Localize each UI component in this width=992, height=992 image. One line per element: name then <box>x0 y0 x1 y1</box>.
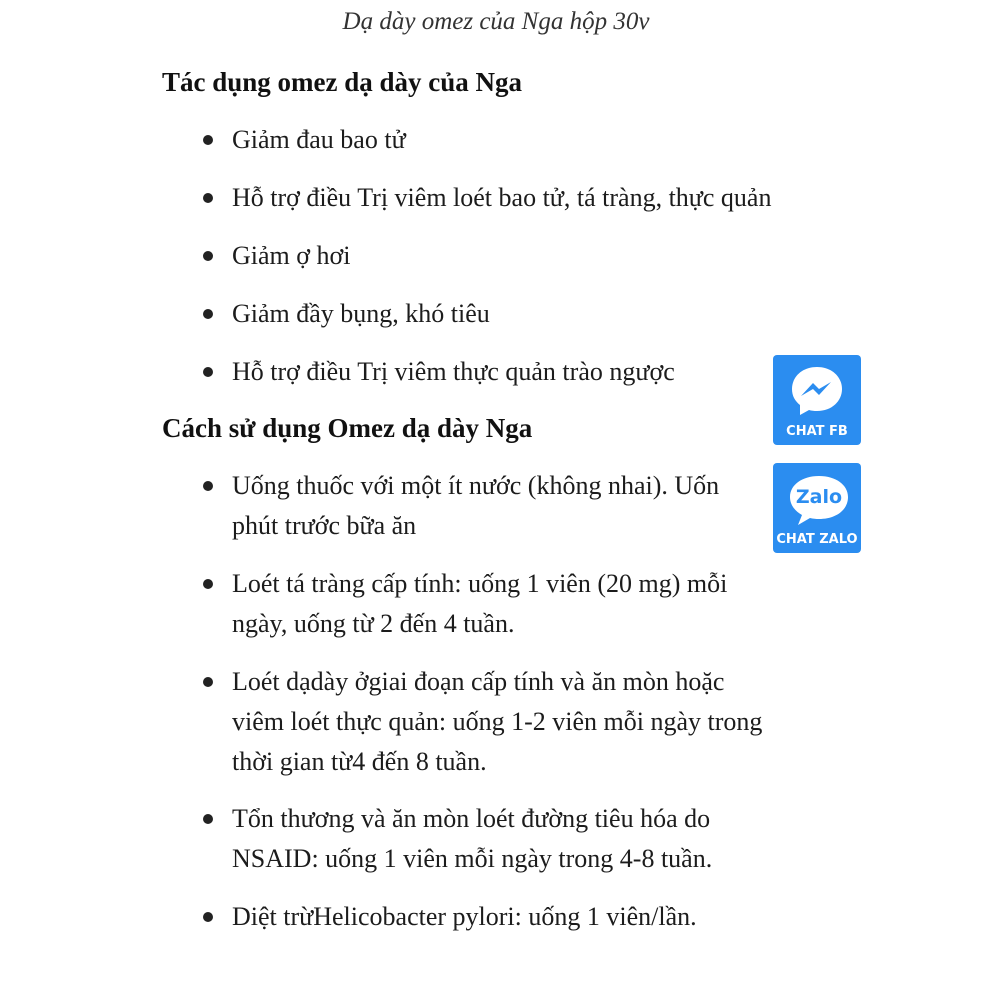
list-item <box>232 897 697 937</box>
list-item-line: ngày, uống từ 2 đến 4 tuần. <box>232 609 515 638</box>
zalo-icon <box>786 473 852 534</box>
list-item-line: Tổn thương và ăn mòn loét đường tiêu hóa do <box>232 804 711 833</box>
chat-zalo-button[interactable] <box>773 463 861 553</box>
zalo-logo-text: Zalo <box>795 486 843 508</box>
list-item <box>232 662 762 782</box>
page-caption: Dạ dày omez của Nga hộp 30v <box>342 8 650 35</box>
list-item <box>232 466 719 546</box>
list-item-line: Loét tá tràng cấp tính: uống 1 viên (20 mg) mỗi <box>232 569 728 598</box>
list-item-line: phút trước bữa ăn <box>232 511 417 540</box>
list-item <box>232 799 712 879</box>
section-heading-usage: Cách sử dụng Omez dạ dày Nga <box>162 413 533 443</box>
list-item: Hỗ trợ điều Trị viêm thực quản trào ngược <box>232 352 675 392</box>
list-item-line: Uống thuốc với một ít nước (không nhai). Uốn <box>232 471 720 500</box>
list-item: Giảm đầy bụng, khó tiêu <box>232 294 490 334</box>
chat-zalo-label: CHAT ZALO <box>776 532 858 547</box>
list-item: Giảm ợ hơi <box>232 236 351 276</box>
chat-fb-button[interactable] <box>773 355 861 445</box>
list-item <box>232 564 727 644</box>
list-item-line: thời gian từ4 đến 8 tuần. <box>232 747 487 776</box>
list-item: Giảm đau bao tử <box>232 120 406 160</box>
list-item-line: Diệt trừHelicobacter pylori: uống 1 viên/lần. <box>232 902 697 931</box>
chat-fb-label: CHAT FB <box>786 424 848 439</box>
list-item-line: Loét dạdày ởgiai đoạn cấp tính và ăn mòn hoặc <box>232 667 725 696</box>
list-item: Hỗ trợ điều Trị viêm loét bao tử, tá tràng, thực quản <box>232 178 771 218</box>
list-item-line: viêm loét thực quản: uống 1-2 viên mỗi ngày trong <box>232 707 763 736</box>
messenger-icon <box>790 365 844 422</box>
list-item-line: NSAID: uống 1 viên mỗi ngày trong 4-8 tuần. <box>232 844 713 873</box>
section-heading-effects: Tác dụng omez dạ dày của Nga <box>162 67 523 97</box>
